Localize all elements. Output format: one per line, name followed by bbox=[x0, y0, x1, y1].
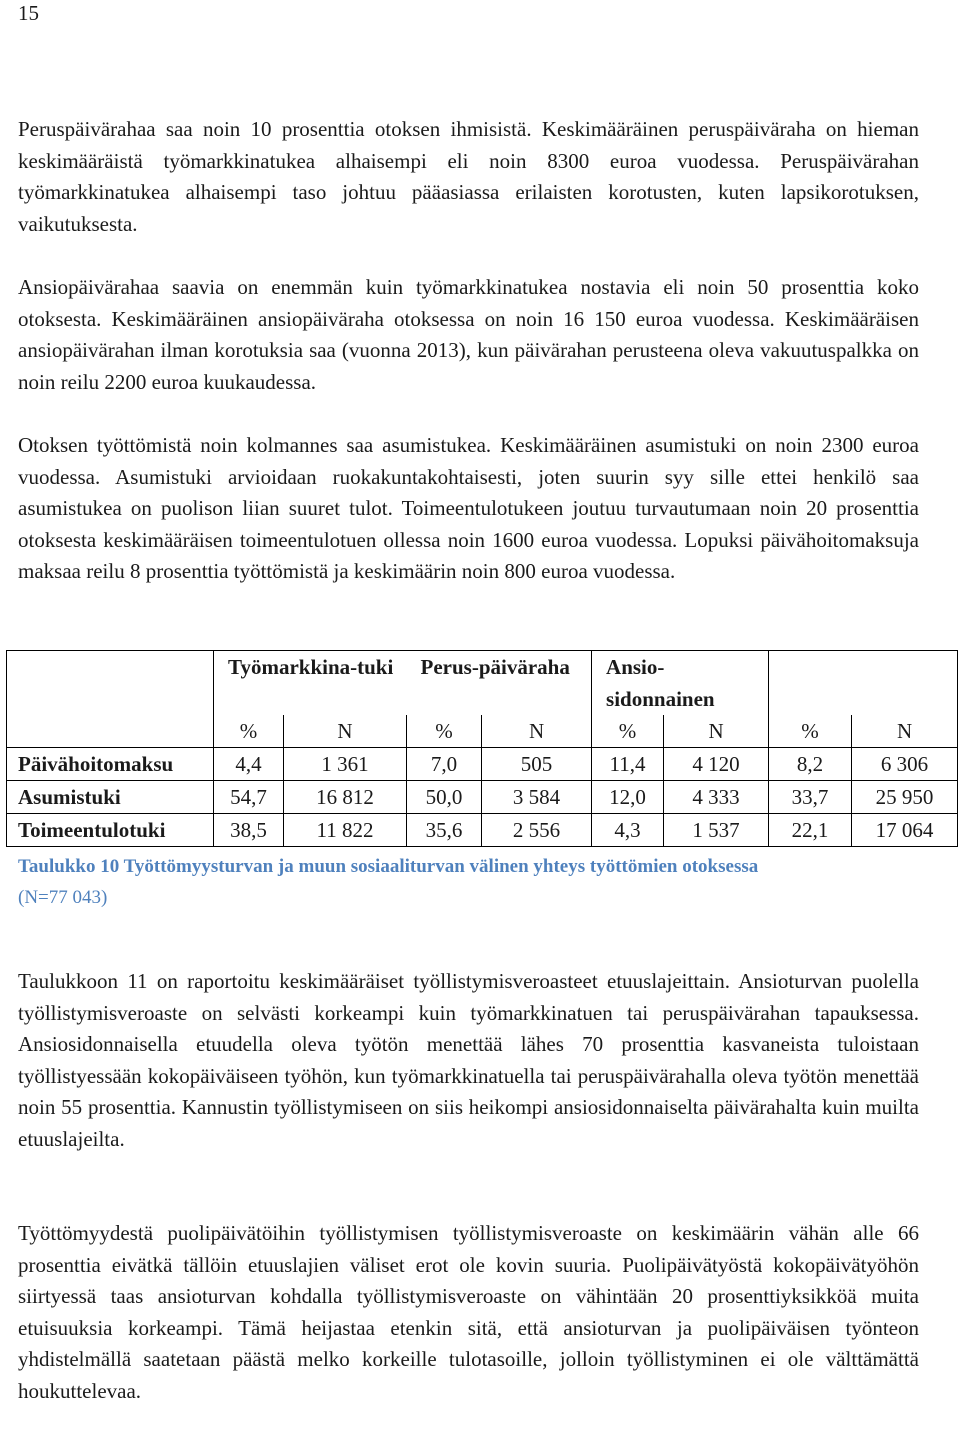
table-cell: 38,5 bbox=[214, 814, 284, 847]
table-row-label: Päivähoitomaksu bbox=[7, 748, 214, 781]
table-cell: 12,0 bbox=[592, 781, 664, 814]
table-cell: 4 333 bbox=[664, 781, 769, 814]
table-cell: 4,4 bbox=[214, 748, 284, 781]
table-cell: 50,0 bbox=[407, 781, 482, 814]
table-caption-label: Taulukko 10 Työttömyysturvan ja muun sosiaaliturvan välinen yhteys työttömien otoksessa bbox=[18, 856, 759, 877]
table-empty-group-header bbox=[769, 651, 958, 716]
table-row bbox=[7, 814, 958, 847]
paragraph-tyollistymisveroaste: Taulukkoon 11 on raportoitu keskimääräiset työllistymisveroasteet etuuslajeittain. Ansioturvan puolella työllistymisveroaste on selvästi korkeampi kuin työmarkkinatuen tai peruspäivärahan tapauksessa. Ansiosidonnaisella etuudella oleva työtön menettää lähes 70 prosenttia kasvaneista tuloistaan työllistyessään kokopäiväiseen työhön, kun työmarkkinatuella tai peruspäivärahalla oleva työtön menettää noin 55 prosenttia. Kannustin työllistymiseen on siis heikompi ansiosidonnaiselta päivärahalta kuin muilta etuuslajeilta. bbox=[18, 969, 919, 1151]
table-row-label: Toimeentulotuki bbox=[7, 814, 214, 847]
table-row-label: Asumistuki bbox=[7, 781, 214, 814]
table-cell: 25 950 bbox=[852, 781, 958, 814]
table-subheader: % bbox=[592, 715, 664, 748]
table-cell: 54,7 bbox=[214, 781, 284, 814]
table-subheader: % bbox=[407, 715, 482, 748]
table-subheader: N bbox=[482, 715, 592, 748]
table-cell: 11 822 bbox=[284, 814, 407, 847]
table-caption bbox=[18, 851, 918, 913]
table-group-header: Perus-päiväraha bbox=[407, 651, 592, 716]
table-subheader: % bbox=[214, 715, 284, 748]
table-row bbox=[7, 781, 958, 814]
table-caption-sample-size: (N=77 043) bbox=[18, 887, 108, 908]
table-cell: 1 537 bbox=[664, 814, 769, 847]
table-cell: 4,3 bbox=[592, 814, 664, 847]
table-corner-cell bbox=[7, 651, 214, 716]
table-cell: 35,6 bbox=[407, 814, 482, 847]
table-cell: 33,7 bbox=[769, 781, 852, 814]
table-cell: 505 bbox=[482, 748, 592, 781]
paragraph-peruspaivaraha: Peruspäivärahaa saa noin 10 prosenttia otoksen ihmisistä. Keskimääräinen peruspäiväraha on hieman keskimääräistä työmarkkinatukea alhaisempi eli noin 8300 euroa vuodessa. Peruspäivärahan työmarkkinatukea alhaisempi taso johtuu pääasiassa erilaisten korotusten, kuten lapsikorotuksen, vaikutuksesta. bbox=[18, 117, 919, 236]
paragraph-ansiopaivaraha: Ansiopäivärahaa saavia on enemmän kuin työmarkkinatukea nostavia eli noin 50 prosenttia koko otoksesta. Keskimääräinen ansiopäiväraha otoksessa on noin 16 150 euroa vuodessa. Keskimääräisen ansiopäivärahan ilman korotuksia saa (vuonna 2013), kun päivärahan perusteena oleva vakuutuspalkka on noin reilu 2200 euroa kuukaudessa. bbox=[18, 275, 919, 394]
table-cell: 4 120 bbox=[664, 748, 769, 781]
table-cell: 7,0 bbox=[407, 748, 482, 781]
table-cell: 6 306 bbox=[852, 748, 958, 781]
table-subheader: N bbox=[284, 715, 407, 748]
table-cell: 8,2 bbox=[769, 748, 852, 781]
table-cell: 11,4 bbox=[592, 748, 664, 781]
table-group-header: Työmarkkina-tuki bbox=[214, 651, 407, 716]
table-cell: 22,1 bbox=[769, 814, 852, 847]
table-cell: 3 584 bbox=[482, 781, 592, 814]
table-subheader: % bbox=[769, 715, 852, 748]
table-corner-cell bbox=[7, 715, 214, 748]
paragraph-puolipaivatyo: Työttömyydestä puolipäivätöihin työllistymisen työllistymisveroaste on keskimäärin vähän alle 66 prosenttia eivätkä tällöin etuuslajien väliset erot ole kovin suuria. Puolipäivätyöstä kokopäivätyöhön siirtyessä taas ansioturvan kohdalla työllistymisveroaste on vähintään 20 prosenttiyksikköä muita etuisuuksia korkeampi. Tämä heijastaa etenkin sitä, että ansioturvan ja puolipäiväisen työnteon yhdistelmällä saatetaan päästä melko korkeille tulotasoille, jolloin työllistyminen ei ole välttämättä houkuttelevaa. bbox=[18, 1221, 919, 1403]
table-subheader-row bbox=[7, 715, 958, 748]
table-row bbox=[7, 748, 958, 781]
paragraph-asumistuki: Otoksen työttömistä noin kolmannes saa asumistukea. Keskimääräinen asumistuki on noin 2300 euroa vuodessa. Asumistuki arvioidaan ruokakuntakohtaisesti, joten suurin syy sille ettei henkilö saa asumistukea on puolison liian suuret tulot. Toimeentulotukeen joutuu turvautumaan noin 20 prosenttia otoksesta keskimääräisen toimeentulotuen ollessa noin 1600 euroa vuodessa. Lopuksi päivähoitomaksuja maksaa reilu 8 prosenttia työttömistä ja keskimäärin noin 800 euroa vuodessa. bbox=[18, 433, 919, 584]
table-group-header-row bbox=[7, 651, 958, 716]
table-subheader: N bbox=[852, 715, 958, 748]
benefits-table bbox=[6, 650, 958, 847]
table-cell: 16 812 bbox=[284, 781, 407, 814]
table-group-header: Ansio-sidonnainen bbox=[592, 651, 769, 716]
table-cell: 2 556 bbox=[482, 814, 592, 847]
table-cell: 17 064 bbox=[852, 814, 958, 847]
table-cell: 1 361 bbox=[284, 748, 407, 781]
table-subheader: N bbox=[664, 715, 769, 748]
page-number: 15 bbox=[18, 1, 39, 25]
